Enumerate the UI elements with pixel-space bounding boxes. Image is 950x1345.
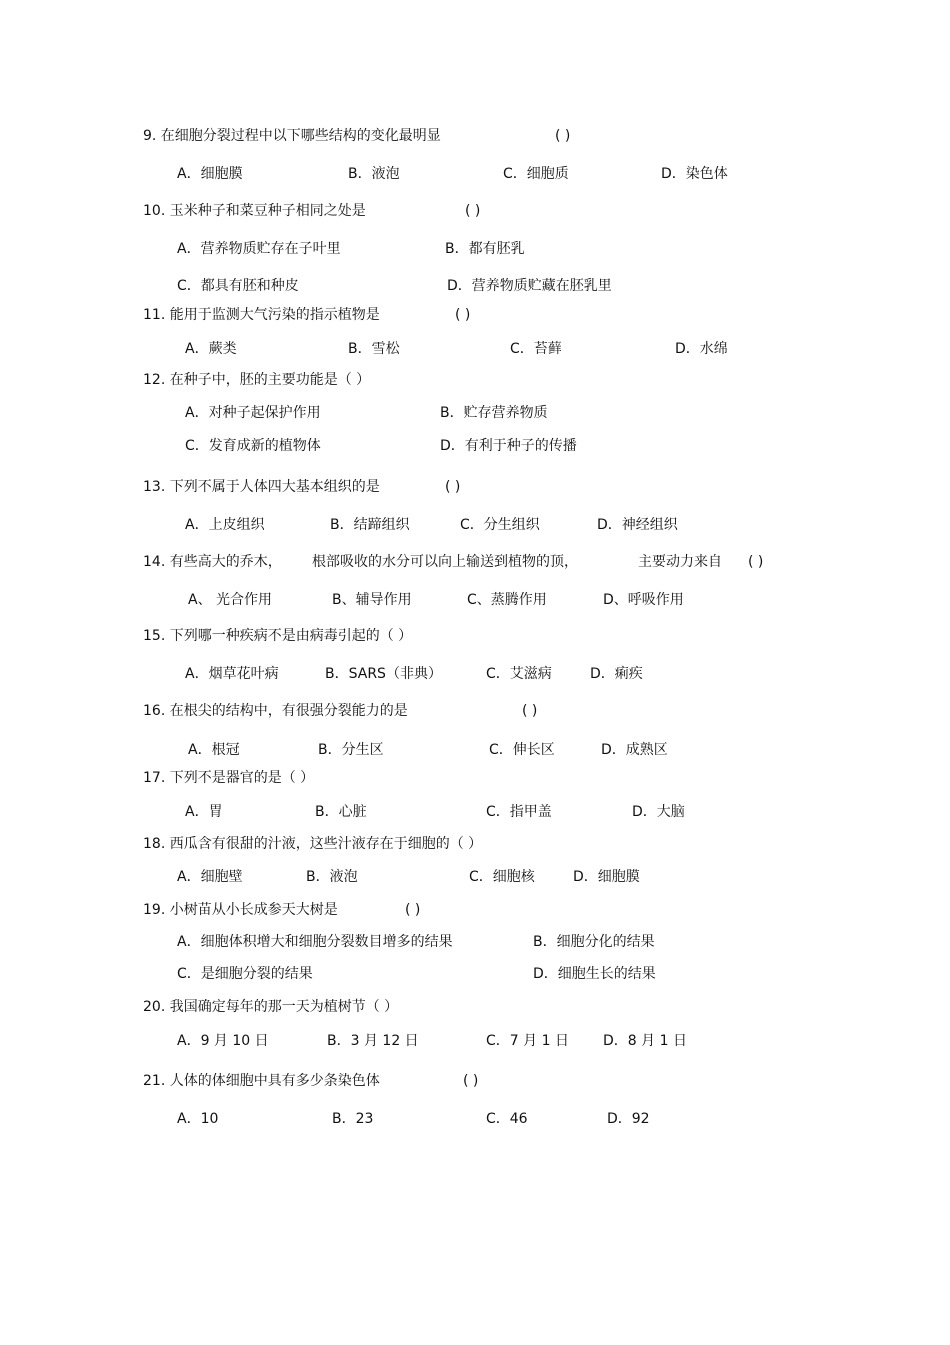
question-11-answer-blank: ( ) (455, 307, 471, 323)
question-14-stem: 14. 有些高大的乔木， (143, 554, 282, 570)
question-16-answer-blank: ( ) (522, 703, 538, 719)
question-16-option-b: B．分生区 (318, 742, 384, 758)
question-20-option-c: C．7 月 1 日 (486, 1033, 569, 1049)
question-13-option-c: C．分生组织 (460, 517, 540, 533)
question-11-stem: 11. 能用于监测大气污染的指示植物是 (143, 307, 380, 323)
question-18-option-b: B．液泡 (306, 869, 358, 885)
question-10-stem: 10. 玉米种子和菜豆种子相同之处是 (143, 203, 366, 219)
question-13-option-d: D．神经组织 (597, 517, 678, 533)
question-13-answer-blank: ( ) (445, 479, 461, 495)
question-19-option-a: A．细胞体积增大和细胞分裂数目增多的结果 (177, 934, 453, 950)
question-19-option-d: D．细胞生长的结果 (533, 966, 656, 982)
question-21-answer-blank: ( ) (463, 1073, 479, 1089)
question-17-stem: 17. 下列不是器官的是（ ） (143, 770, 315, 786)
question-11-option-a: A．蕨类 (185, 341, 237, 357)
question-14-stem-part-3: 主要动力来自 (638, 554, 722, 570)
question-20-stem: 20. 我国确定每年的那一天为植树节（ ） (143, 999, 399, 1015)
question-12-option-d: D．有利于种子的传播 (440, 438, 577, 454)
question-16-stem: 16. 在根尖的结构中，有很强分裂能力的是 (143, 703, 408, 719)
question-15-stem: 15. 下列哪一种疾病不是由病毒引起的（ ） (143, 628, 413, 644)
question-13-option-b: B．结蹄组织 (330, 517, 410, 533)
question-19-answer-blank: ( ) (405, 902, 421, 918)
question-9-answer-blank: ( ) (555, 128, 571, 144)
question-10-option-a: A．营养物质贮存在子叶里 (177, 241, 341, 257)
question-19-option-b: B．细胞分化的结果 (533, 934, 655, 950)
question-12-option-b: B．贮存营养物质 (440, 405, 548, 421)
question-12-option-a: A．对种子起保护作用 (185, 405, 321, 421)
question-11-option-c: C．苔藓 (510, 341, 562, 357)
question-18-option-c: C．细胞核 (469, 869, 535, 885)
question-20-option-a: A．9 月 10 日 (177, 1033, 269, 1049)
question-9-option-c: C．细胞质 (503, 166, 569, 182)
question-10-option-d: D．营养物质贮藏在胚乳里 (447, 278, 612, 294)
question-14-option-d: D、呼吸作用 (603, 592, 684, 608)
question-17-option-a: A．胃 (185, 804, 223, 820)
question-21-option-b: B．23 (332, 1111, 374, 1127)
question-14-option-a: A、 光合作用 (188, 592, 273, 608)
question-10-option-c: C．都具有胚和种皮 (177, 278, 299, 294)
question-21-stem: 21. 人体的体细胞中具有多少条染色体 (143, 1073, 380, 1089)
question-10-answer-blank: ( ) (465, 203, 481, 219)
question-9-stem: 9. 在细胞分裂过程中以下哪些结构的变化最明显 (143, 128, 441, 144)
question-17-option-d: D．大脑 (632, 804, 685, 820)
question-14-option-c: C、蒸腾作用 (467, 592, 547, 608)
question-21-option-d: D．92 (607, 1111, 650, 1127)
question-10-option-b: B．都有胚乳 (445, 241, 525, 257)
question-9-option-d: D．染色体 (661, 166, 728, 182)
question-19-option-c: C．是细胞分裂的结果 (177, 966, 313, 982)
question-19-stem: 19. 小树苗从小长成参天大树是 (143, 902, 338, 918)
question-21-option-c: C．46 (486, 1111, 528, 1127)
question-18-stem: 18. 西瓜含有很甜的汁液，这些汁液存在于细胞的（ ） (143, 836, 483, 852)
question-9-option-a: A．细胞膜 (177, 166, 243, 182)
question-18-option-a: A．细胞壁 (177, 869, 243, 885)
question-11-option-d: D．水绵 (675, 341, 728, 357)
question-20-option-d: D．8 月 1 日 (603, 1033, 687, 1049)
question-9-option-b: B．液泡 (348, 166, 400, 182)
question-16-option-a: A．根冠 (188, 742, 240, 758)
question-15-option-a: A．烟草花叶病 (185, 666, 279, 682)
question-21-option-a: A．10 (177, 1111, 219, 1127)
question-11-option-b: B．雪松 (348, 341, 400, 357)
question-14-answer-blank: ( ) (748, 554, 764, 570)
question-14-stem-part-2: 根部吸收的水分可以向上输送到植物的顶， (312, 554, 578, 570)
question-15-option-d: D．痢疾 (590, 666, 643, 682)
question-17-option-c: C．指甲盖 (486, 804, 552, 820)
question-15-option-c: C．艾滋病 (486, 666, 552, 682)
question-16-option-c: C．伸长区 (489, 742, 555, 758)
question-16-option-d: D．成熟区 (601, 742, 668, 758)
question-14-option-b: B、辅导作用 (332, 592, 412, 608)
question-13-option-a: A．上皮组织 (185, 517, 265, 533)
question-12-option-c: C．发育成新的植物体 (185, 438, 321, 454)
question-12-stem: 12. 在种子中，胚的主要功能是（ ） (143, 372, 371, 388)
question-13-stem: 13. 下列不属于人体四大基本组织的是 (143, 479, 380, 495)
question-20-option-b: B．3 月 12 日 (327, 1033, 419, 1049)
question-15-option-b: B．SARS（非典） (325, 666, 442, 682)
question-18-option-d: D．细胞膜 (573, 869, 640, 885)
question-17-option-b: B．心脏 (315, 804, 367, 820)
